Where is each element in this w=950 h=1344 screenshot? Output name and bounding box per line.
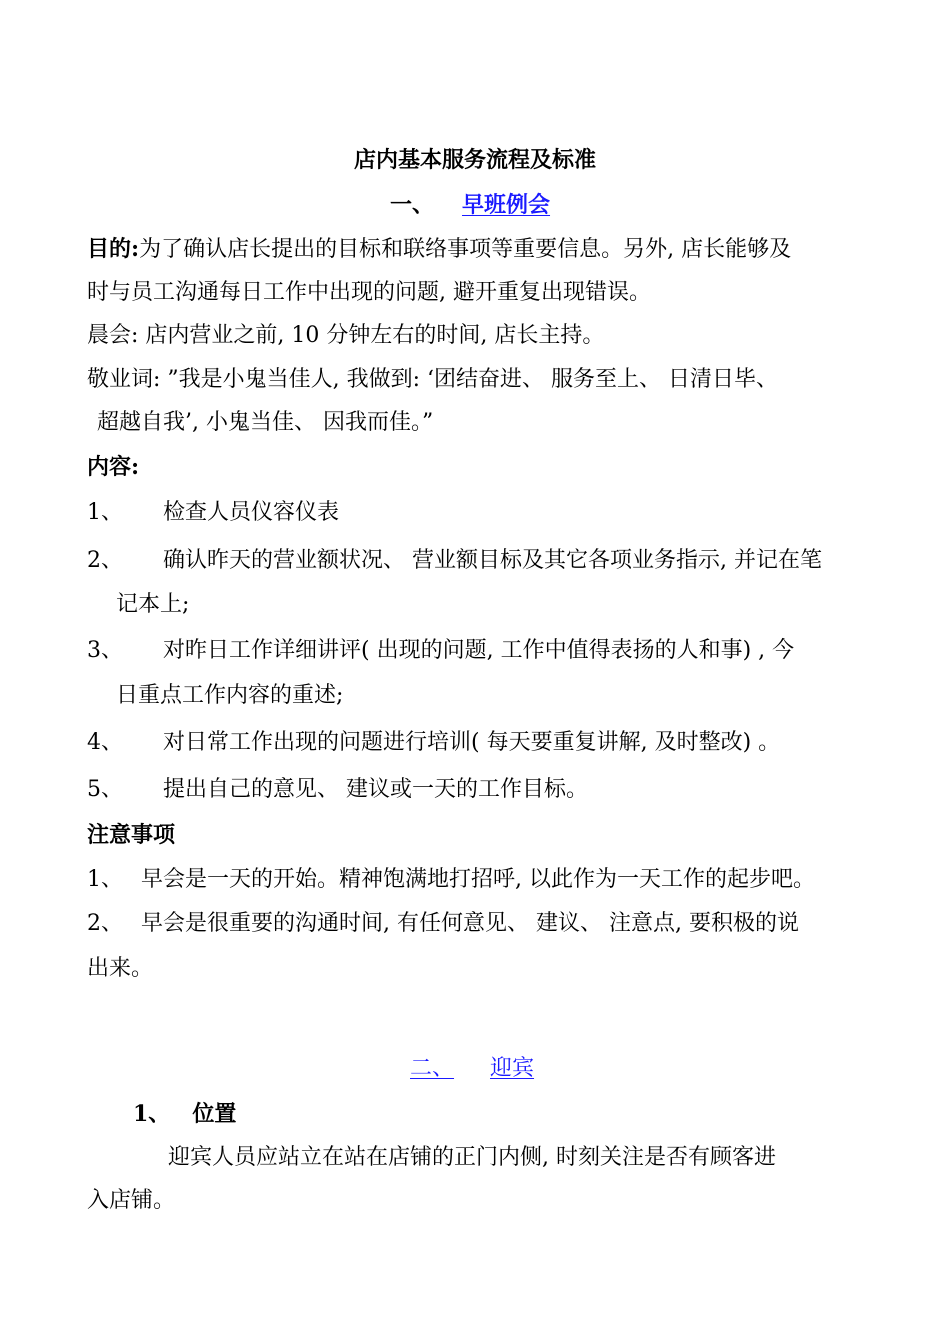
item-text: 提出自己的意见、 建议或一天的工作目标。 bbox=[163, 777, 588, 802]
morning-meeting-line: 晨会: 店内营业之前, 10 分钟左右的时间, 店长主持。 bbox=[87, 323, 605, 348]
content-item-2 bbox=[87, 546, 822, 576]
subsection-number: 1、 bbox=[133, 1101, 171, 1127]
item-text: 对昨日工作详细讲评( 出现的问题, 工作中值得表扬的人和事) , 今 bbox=[163, 638, 795, 663]
purpose-text-1: 为了确认店长提出的目标和联络事项等重要信息。另外, 店长能够及 bbox=[139, 237, 792, 262]
section-1-number: 一、 bbox=[390, 192, 435, 218]
item-text: 对日常工作出现的问题进行培训( 每天要重复讲解, 及时整改) 。 bbox=[163, 730, 781, 755]
content-item-2-cont: 记本上; bbox=[116, 592, 190, 617]
note-item-2 bbox=[87, 909, 799, 939]
item-text: 检查人员仪容仪表 bbox=[163, 500, 340, 525]
content-item-5 bbox=[87, 775, 588, 805]
item-number: 1、 bbox=[87, 500, 123, 525]
subsection-position-heading bbox=[133, 1099, 236, 1129]
motto-line-1: 敬业词: ”我是小鬼当佳人, 我做到: ‘团结奋进、 服务至上、 日清日毕、 bbox=[87, 367, 779, 392]
motto-line-2: 超越自我’, 小鬼当佳、 因我而佳。” bbox=[97, 410, 434, 435]
item-number: 5、 bbox=[87, 777, 123, 802]
purpose-line-1 bbox=[87, 234, 791, 265]
content-item-4 bbox=[87, 728, 780, 758]
item-number: 2、 bbox=[87, 548, 123, 573]
document-title: 店内基本服务流程及标准 bbox=[353, 147, 596, 173]
note-number: 2、 bbox=[87, 911, 123, 936]
purpose-line-2: 时与员工沟通每日工作中出现的问题, 避开重复出现错误。 bbox=[87, 280, 651, 305]
notes-label: 注意事项 bbox=[87, 822, 176, 848]
section-2-title: 迎宾 bbox=[490, 1056, 535, 1081]
section-1-title-link[interactable]: 早班例会 bbox=[462, 192, 551, 218]
position-paragraph-line-2: 入店铺。 bbox=[87, 1188, 176, 1213]
content-item-1 bbox=[87, 498, 339, 528]
item-text: 确认昨天的营业额状况、 营业额目标及其它各项业务指示, 并记在笔 bbox=[163, 548, 822, 573]
content-label: 内容: bbox=[87, 454, 140, 480]
subsection-title: 位置 bbox=[192, 1101, 237, 1127]
note-text: 早会是很重要的沟通时间, 有任何意见、 建议、 注意点, 要积极的说 bbox=[141, 911, 799, 936]
content-item-3 bbox=[87, 636, 794, 666]
item-number: 3、 bbox=[87, 638, 123, 663]
section-2-heading-link[interactable] bbox=[410, 1054, 566, 1084]
position-paragraph-line-1: 迎宾人员应站立在站在店铺的正门内侧, 时刻关注是否有顾客进 bbox=[168, 1145, 776, 1170]
note-item-1 bbox=[87, 865, 815, 895]
content-item-3-cont: 日重点工作内容的重述; bbox=[116, 683, 344, 708]
section-2-number: 二、 bbox=[410, 1056, 455, 1081]
note-number: 1、 bbox=[87, 867, 123, 892]
note-item-2-cont: 出来。 bbox=[87, 956, 154, 981]
section-1-heading bbox=[390, 190, 550, 220]
item-number: 4、 bbox=[87, 730, 123, 755]
note-text: 早会是一天的开始。精神饱满地打招呼, 以此作为一天工作的起步吧。 bbox=[141, 867, 815, 892]
purpose-label: 目的: bbox=[87, 236, 140, 262]
